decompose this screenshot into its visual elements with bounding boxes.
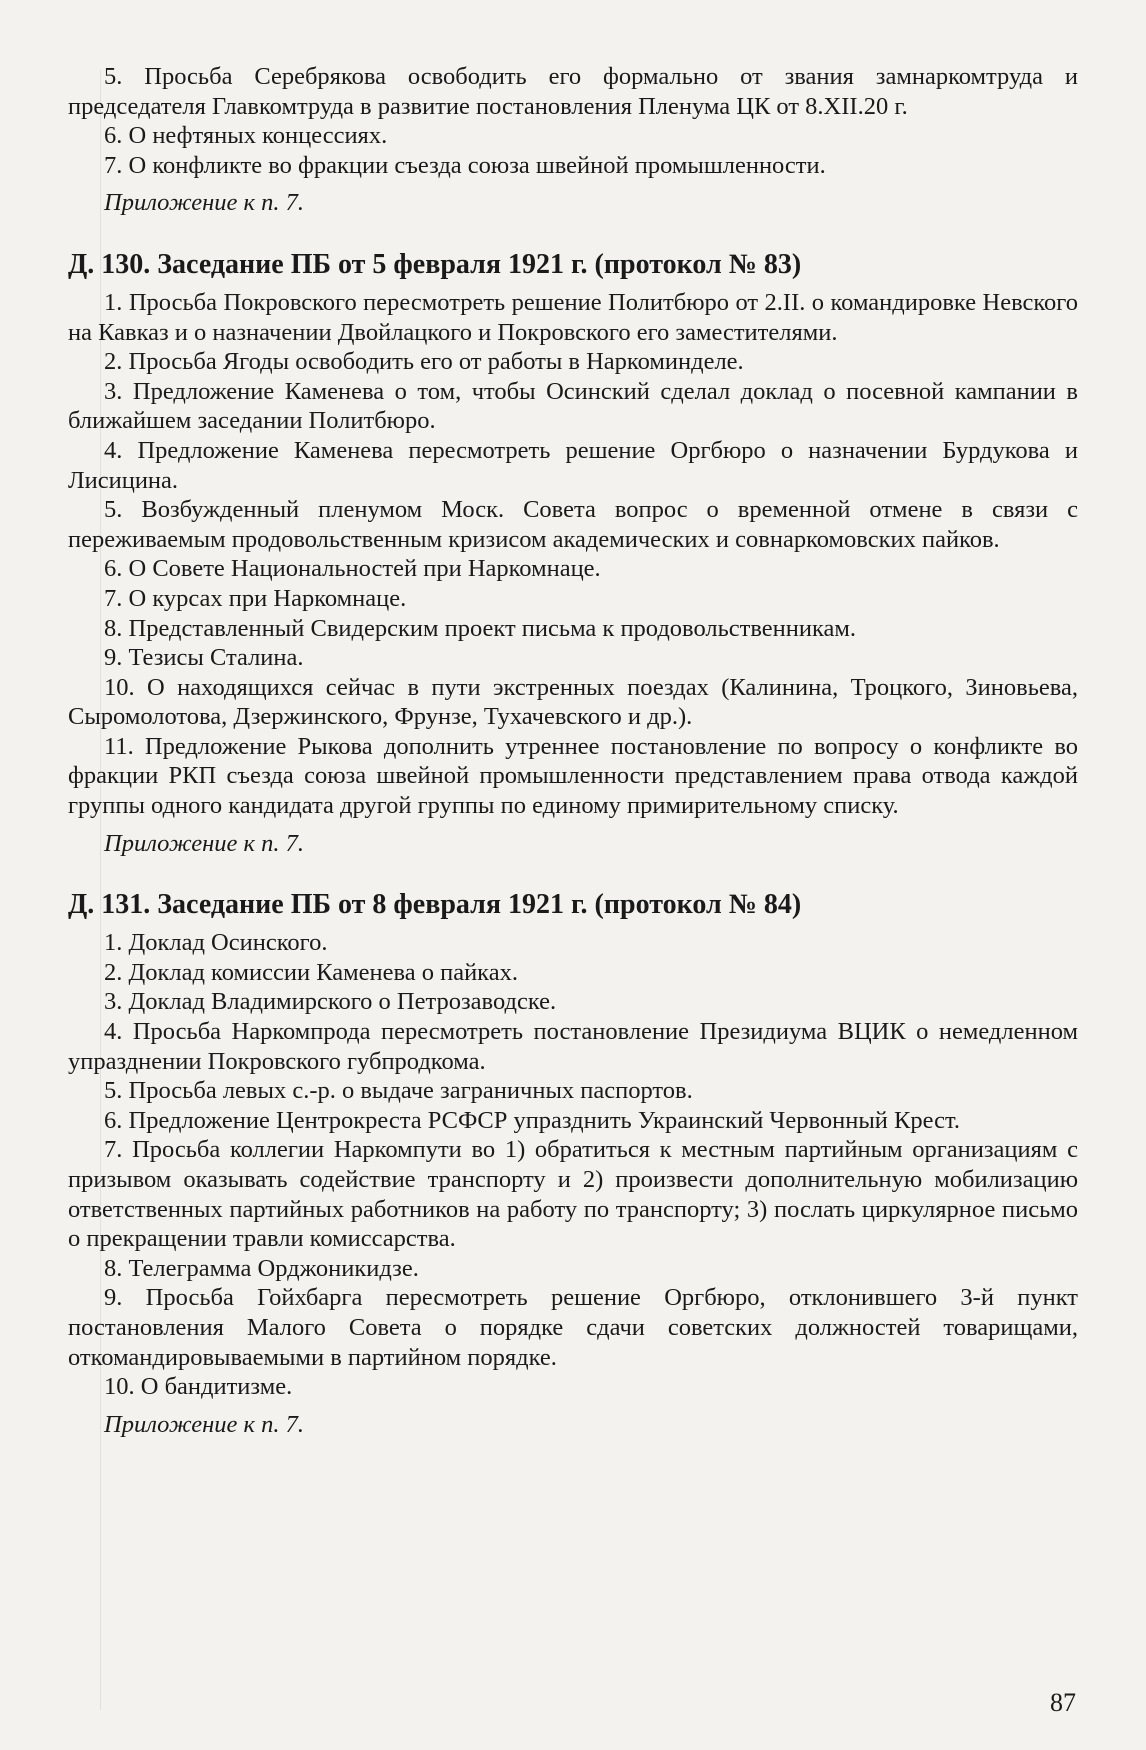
list-item: 10. О находящихся сейчас в пути экстренных поездах (Калинина, Троцкого, Зиновьева, Сыромолотова, Дзержинского, Фрунзе, Тухачевского и др.).: [68, 673, 1078, 731]
list-item: 3. Доклад Владимирского о Петрозаводске.: [104, 988, 557, 1016]
list-item: 7. О курсах при Наркомнаце.: [104, 584, 407, 612]
list-item: 9. Просьба Гойхбарга пересмотреть решение Оргбюро, отклонившего 3-й пункт постановления Малого Совета о порядке сдачи советских должностей товарищами, откомандировываемыми в партийном порядке.: [68, 1284, 1078, 1371]
list-item: 8. Представленный Свидерским проект письма к продовольственникам.: [104, 614, 857, 642]
section-131: [68, 888, 1078, 1439]
document-page: [68, 62, 1078, 1439]
list-item: 5. Просьба Серебрякова освободить его формально от звания замнаркомтруда и председателя Главкомтруда в развитие постановления Пленума ЦК от 8.XII.20 г.: [68, 63, 1078, 120]
list-item: 10. О бандитизме.: [104, 1373, 293, 1401]
section-heading: Д. 130. Заседание ПБ от 5 февраля 1921 г. (протокол № 83): [68, 248, 802, 280]
section-130: [68, 248, 1078, 858]
list-item: 9. Тезисы Сталина.: [104, 644, 304, 672]
appendix-note: Приложение к п. 7.: [104, 829, 305, 857]
list-item: 1. Просьба Покровского пересмотреть решение Политбюро от 2.II. о командировке Невского на Кавказ и о назначении Двойлацкого и Покровского его заместителями.: [68, 288, 1078, 346]
list-item: 1. Доклад Осинского.: [104, 929, 328, 957]
list-item: 6. О нефтяных концессиях.: [104, 122, 388, 150]
list-item: 5. Возбужденный пленумом Моск. Совета вопрос о временной отмене в связи с переживаемым продовольственным кризисом академических и совнаркомовских пайков.: [68, 496, 1078, 553]
list-item: 4. Предложение Каменева пересмотреть решение Оргбюро о назначении Бурдукова и Лисицина.: [68, 436, 1078, 494]
list-item: 7. Просьба коллегии Наркомпути во 1) обратиться к местным партийным организациям с призывом оказывать содействие транспорту и 2) произвести дополнительную мобилизацию ответственных партийных работников на работу по транспорту; 3) послать циркулярное письмо о прекращении травли комиссарства.: [68, 1136, 1078, 1253]
list-item: 4. Просьба Наркомпрода пересмотреть постановление Президиума ВЦИК о немедленном упразднении Покровского губпродкома.: [68, 1018, 1078, 1075]
list-item: 3. Предложение Каменева о том, чтобы Осинский сделал доклад о посевной кампании в ближайшем заседании Политбюро.: [68, 377, 1078, 435]
list-item: 7. О конфликте во фракции съезда союза швейной промышленности.: [104, 151, 826, 179]
list-item: 6. О Совете Национальностей при Наркомнаце.: [104, 555, 601, 583]
section-heading: Д. 131. Заседание ПБ от 8 февраля 1921 г. (протокол № 84): [68, 889, 802, 921]
list-item: 6. Предложение Центрокреста РСФСР упразднить Украинский Червонный Крест.: [104, 1106, 960, 1134]
list-item: 5. Просьба левых с.-р. о выдаче заграничных паспортов.: [104, 1077, 693, 1105]
appendix-note: Приложение к п. 7.: [104, 189, 305, 217]
section-prev: [68, 62, 1078, 218]
list-item: 8. Телеграмма Орджоникидзе.: [104, 1254, 419, 1282]
list-item: 2. Доклад комиссии Каменева о пайках.: [104, 958, 518, 986]
list-item: 11. Предложение Рыкова дополнить утреннее постановление по вопросу о конфликте во фракции РКП съезда союза швейной промышленности представлением права отвода каждой группы одного кандидата другой группы по единому примирительному списку.: [68, 732, 1078, 820]
appendix-note: Приложение к п. 7.: [104, 1410, 305, 1438]
list-item: 2. Просьба Ягоды освободить его от работы в Наркоминделе.: [104, 348, 744, 376]
page-number: 87: [1050, 1688, 1076, 1717]
